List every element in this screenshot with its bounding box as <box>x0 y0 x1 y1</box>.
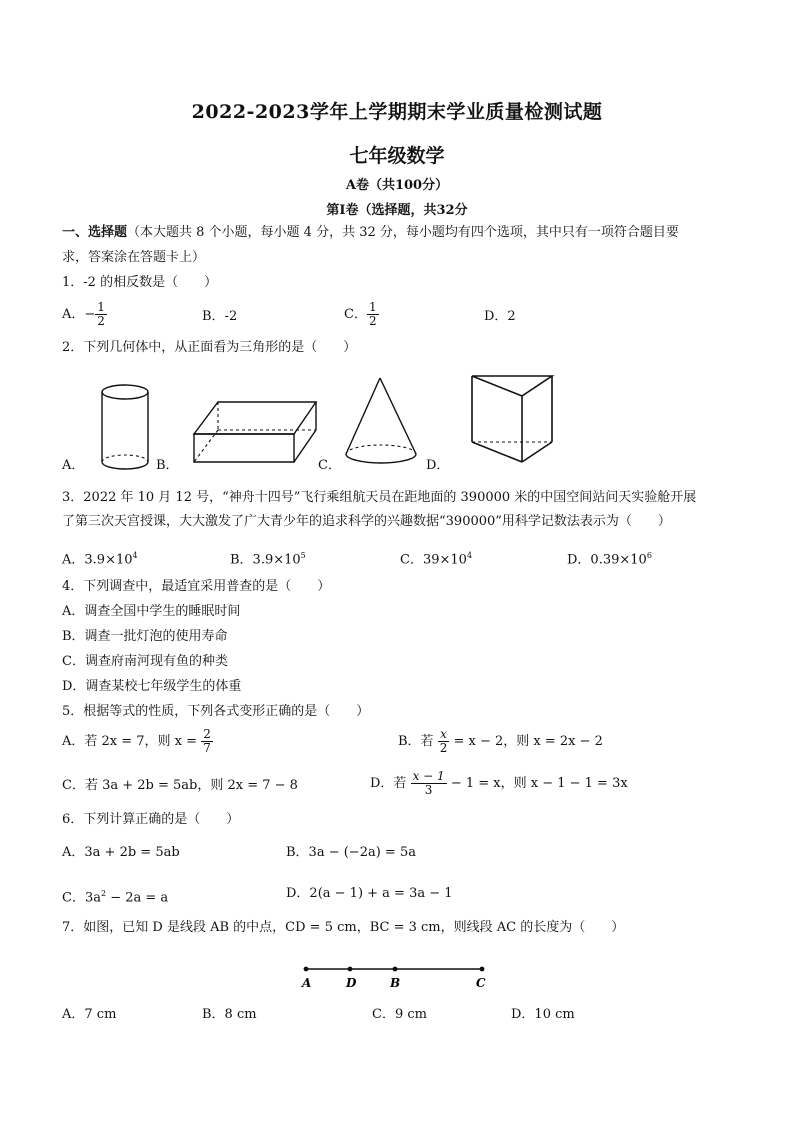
q6-option-a: A．3a + 2b = 5ab <box>62 845 180 860</box>
q7-option-b: B．8 cm <box>202 1007 257 1022</box>
q2-option-a: A． <box>62 458 85 473</box>
q5-option-d: D．若 $\frac{x - 1}{3}$ − 1 = x，则 x − 1 − 1 = 3x <box>370 769 628 797</box>
cuboid-figure <box>190 398 320 468</box>
q3-line2: 了第三次天宫授课，大大激发了广大青少年的追求科学的兴趣数据“390000”用科学记数法表示为（ ） <box>62 514 671 529</box>
section1-desc-line1: 一、选择题（本大题共 8 个小题，每小题 4 分，共 32 分，每小题均有四个选项，其中只有一项符合题目要 <box>62 225 679 240</box>
part1-heading: 第I卷（选择题，共32分 <box>326 203 468 218</box>
q4-stem: 4．下列调查中，最适宜采用普查的是（ ） <box>62 579 331 594</box>
q2-option-c: C． <box>318 458 341 473</box>
q1-c-fraction: $\frac{1}{2}$ <box>368 300 377 328</box>
cone-figure <box>340 374 422 470</box>
q4-option-c: C．调查府南河现有鱼的种类 <box>62 654 228 669</box>
q5-option-b: B．若 $\frac{x}{2}$ = x − 2，则 x = 2x − 2 <box>398 727 603 755</box>
q4-option-b: B．调查一批灯泡的使用寿命 <box>62 629 228 644</box>
q2-option-b: B． <box>156 458 179 473</box>
q1-option-b: B．-2 <box>202 309 238 324</box>
q3-line1: 3．2022 年 10 月 12 号，“神舟十四号”飞行乘组航天员在距地面的 390000 米的中国空间站问天实验舱开展 <box>62 490 697 505</box>
q3-option-d: D．$0.39\times 10^6$ <box>567 551 652 568</box>
q7-option-c: C．9 cm <box>372 1007 427 1022</box>
q4-option-d: D．调查某校七年级学生的体重 <box>62 679 242 694</box>
q5-option-c: C．若 3a + 2b = 5ab，则 2x = 7 − 8 <box>62 778 298 793</box>
point-label-c: C <box>476 976 486 990</box>
paper-a-heading: A卷（共100分） <box>345 178 449 193</box>
q5-stem: 5．根据等式的性质，下列各式变形正确的是（ ） <box>62 704 370 719</box>
q6-option-d: D．2(a − 1) + a = 3a − 1 <box>286 886 453 901</box>
q1-option-c: C． $\frac{1}{2}$ <box>344 300 377 328</box>
q3-option-c: C．$39\times 10^4$ <box>400 551 473 568</box>
q1-a-fraction: $\frac{1}{2}$ <box>97 300 105 328</box>
q1-option-d: D．2 <box>484 309 516 324</box>
q5-option-a: A．若 2x = 7，则 x = $\frac{2}{7}$ <box>62 727 211 755</box>
triangular-prism-figure <box>468 372 564 466</box>
point-label-d: D <box>346 976 357 990</box>
q1-stem: 1．-2 的相反数是（ ） <box>62 275 218 290</box>
q7-segment-figure <box>296 960 492 994</box>
q2-stem: 2．下列几何体中，从正面看为三角形的是（ ） <box>62 340 357 355</box>
q7-option-a: A．7 cm <box>62 1007 117 1022</box>
q3-option-b: B．$3.9\times 10^5$ <box>230 551 306 568</box>
q7-stem: 7．如图，已知 D 是线段 AB 的中点，CD = 5 cm，BC = 3 cm，则线段 AC 的长度为（ ） <box>62 920 625 935</box>
cylinder-figure <box>96 382 156 474</box>
q6-option-c: C．$3a^2 - 2a = a$ <box>62 889 169 906</box>
q4-option-a: A．调查全国中学生的睡眠时间 <box>62 604 241 619</box>
point-label-a: A <box>302 976 312 990</box>
q5-b-fraction: $\frac{x}{2}$ <box>439 727 448 755</box>
q3-option-a: A．$3.9\times 10^4$ <box>62 551 138 568</box>
q6-stem: 6．下列计算正确的是（ ） <box>62 812 240 827</box>
q1-option-a: A．− $\frac{1}{2}$ <box>62 300 105 328</box>
q2-option-d: D． <box>426 458 450 473</box>
point-label-b: B <box>390 976 401 990</box>
q5-d-fraction: $\frac{x - 1}{3}$ <box>412 769 445 797</box>
exam-title: 2022-2023学年上学期期末学业质量检测试题 <box>191 101 603 123</box>
section1-desc-line2: 求，答案涂在答题卡上） <box>62 250 206 265</box>
q7-option-d: D．10 cm <box>511 1007 575 1022</box>
section1-heading: 一、选择题 <box>62 225 128 240</box>
q6-option-b: B．3a − (−2a) = 5a <box>286 845 416 860</box>
exam-subtitle: 七年级数学 <box>349 145 445 167</box>
q5-a-fraction: $\frac{2}{7}$ <box>203 727 211 755</box>
